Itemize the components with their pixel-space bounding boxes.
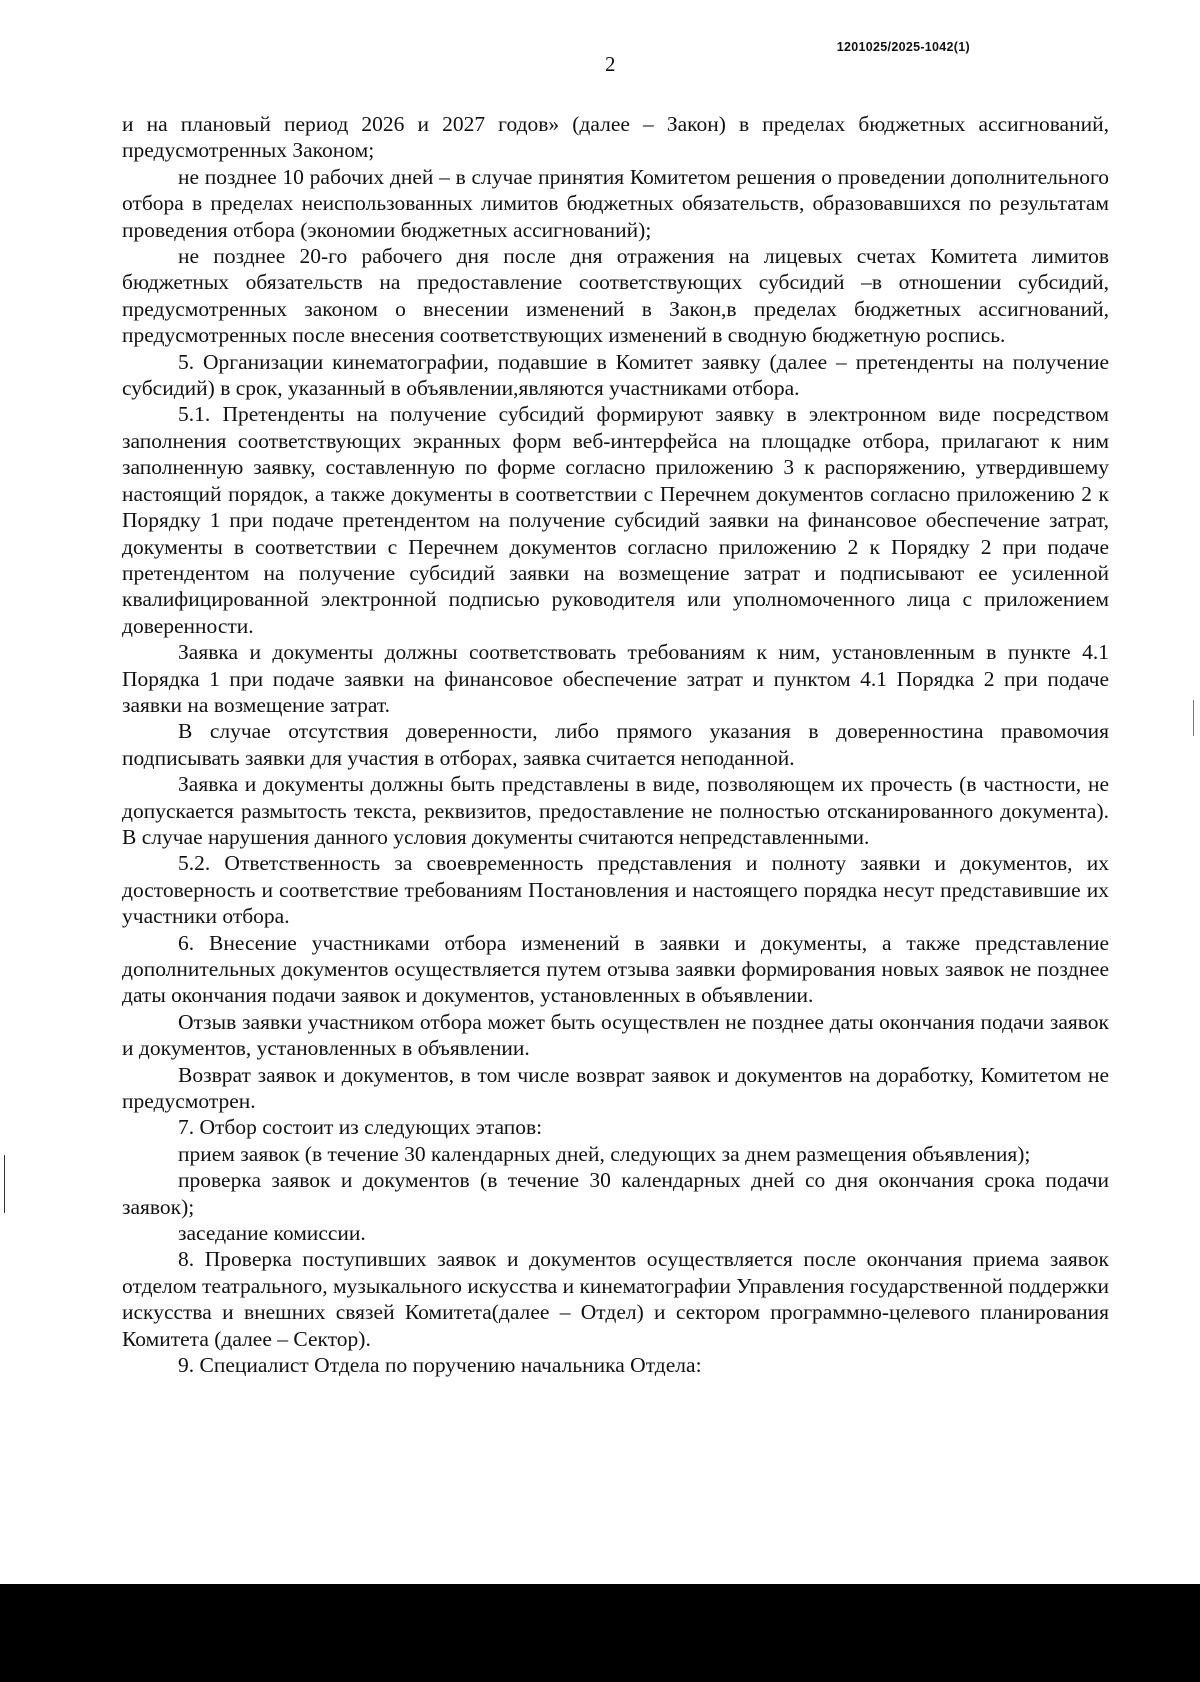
- paragraph-item-8: 8. Проверка поступивших заявок и документов осуществляется после окончания приема заявок отделом театрального, музыкального искусства и кинематографии Управления государственной поддержки искусства и внешних связей Комитета(далее – Отдел) и сектором программно-целевого планирования Комитета (далее – Сектор).: [122, 1247, 1109, 1351]
- scan-artifact-mark: [1193, 700, 1194, 736]
- paragraph: В случае отсутствия доверенности, либо прямого указания в доверенностина правомочия подписывать заявки для участия в отборах, заявка считается неподанной.: [122, 719, 1109, 770]
- paragraph-stage: прием заявок (в течение 30 календарных дней, следующих за днем размещения объявления);: [178, 1141, 1031, 1166]
- paragraph: не позднее 20-го рабочего дня после дня отражения на лицевых счетах Комитета лимитов бюджетных обязательств на предоставление соответствующих субсидий –в отношении субсидий, предусмотренных законом о внесении изменений в Закон,в пределах бюджетных ассигнований, предусмотренных после внесения соответствующих изменений в сводную бюджетную роспись.: [122, 244, 1109, 348]
- paragraph-item-6: 6. Внесение участниками отбора изменений в заявки и документы, а также представление дополнительных документов осуществляется путем отзыва заявки формирования новых заявок не позднее даты окончания подачи заявок и документов, установленных в объявлении.: [122, 930, 1109, 1008]
- scan-bottom-black-band: [0, 1584, 1200, 1682]
- paragraph: Возврат заявок и документов, в том числе возврат заявок и документов на доработку, Комитетом не предусмотрен.: [122, 1062, 1109, 1114]
- paragraph-item-7: 7. Отбор состоит из следующих этапов:: [178, 1115, 543, 1140]
- paragraph: не позднее 10 рабочих дней – в случае принятия Комитетом решения о проведении дополнительного отбора в пределах неиспользованных лимитов бюджетных обязательств, образовавшихся по результатам проведения отбора (экономии бюджетных ассигнований);: [122, 164, 1109, 242]
- paragraph: Отзыв заявки участником отбора может быть осуществлен не позднее даты окончания подачи заявок и документов, установленных в объявлении.: [122, 1009, 1109, 1061]
- scan-artifact-mark: [4, 1155, 5, 1213]
- paragraph-item-5-2: 5.2. Ответственность за своевременность представления и полноту заявки и документов, их достоверность и соответствие требованиям Постановления и настоящего порядка несут представившие их участники отбора.: [122, 851, 1109, 929]
- document-registration-number: 1201025/2025-1042(1): [836, 40, 970, 54]
- paragraph-item-5: 5. Организации кинематографии, подавшие в Комитет заявку (далее – претенденты на получение субсидий) в срок, указанный в объявлении,являются участниками отбора.: [122, 349, 1109, 401]
- paragraph: Заявка и документы должны быть представлены в виде, позволяющем их прочесть (в частности, не допускается размытость текста, реквизитов, предоставление не полностью отсканированного документа). В случае нарушения данного условия документы считаются непредставленными.: [122, 772, 1109, 849]
- paragraph-stage: проверка заявок и документов (в течение 30 календарных дней со дня окончания срока подачи заявок);: [122, 1168, 1109, 1219]
- paragraph-stage: заседание комиссии.: [178, 1221, 366, 1246]
- page-number: 2: [605, 52, 616, 76]
- paragraph-item-9: 9. Специалист Отдела по поручению начальника Отдела:: [178, 1353, 702, 1378]
- paragraph-item-5-1: 5.1. Претенденты на получение субсидий формируют заявку в электронном виде посредством заполнения соответствующих экранных форм веб-интерфейса на площадке отбора, прилагают к ним заполненную заявку, составленную по форме согласно приложению 3 к распоряжению, утвердившему настоящий порядок, а также документы в соответствии с Перечнем документов согласно приложению 2 к Порядку 1 при подаче претендентом на получение субсидий заявки на финансовое обеспечение затрат, документы в соответствии с Перечнем документов согласно приложению 2 к Порядку 2 при подаче претендентом на получение субсидий заявки на возмещение затрат и подписывают ее усиленной квалифицированной электронной подписью руководителя или уполномоченного лица с приложением доверенности.: [122, 402, 1109, 638]
- paragraph-continuation: и на плановый период 2026 и 2027 годов» (далее – Закон) в пределах бюджетных ассигнований, предусмотренных Законом;: [122, 112, 1109, 163]
- document-body: [122, 111, 1109, 1379]
- paragraph: Заявка и документы должны соответствовать требованиям к ним, установленным в пункте 4.1 Порядка 1 при подаче заявки на финансовое обеспечение затрат и пунктом 4.1 Порядка 2 при подаче заявки на возмещение затрат.: [122, 640, 1109, 717]
